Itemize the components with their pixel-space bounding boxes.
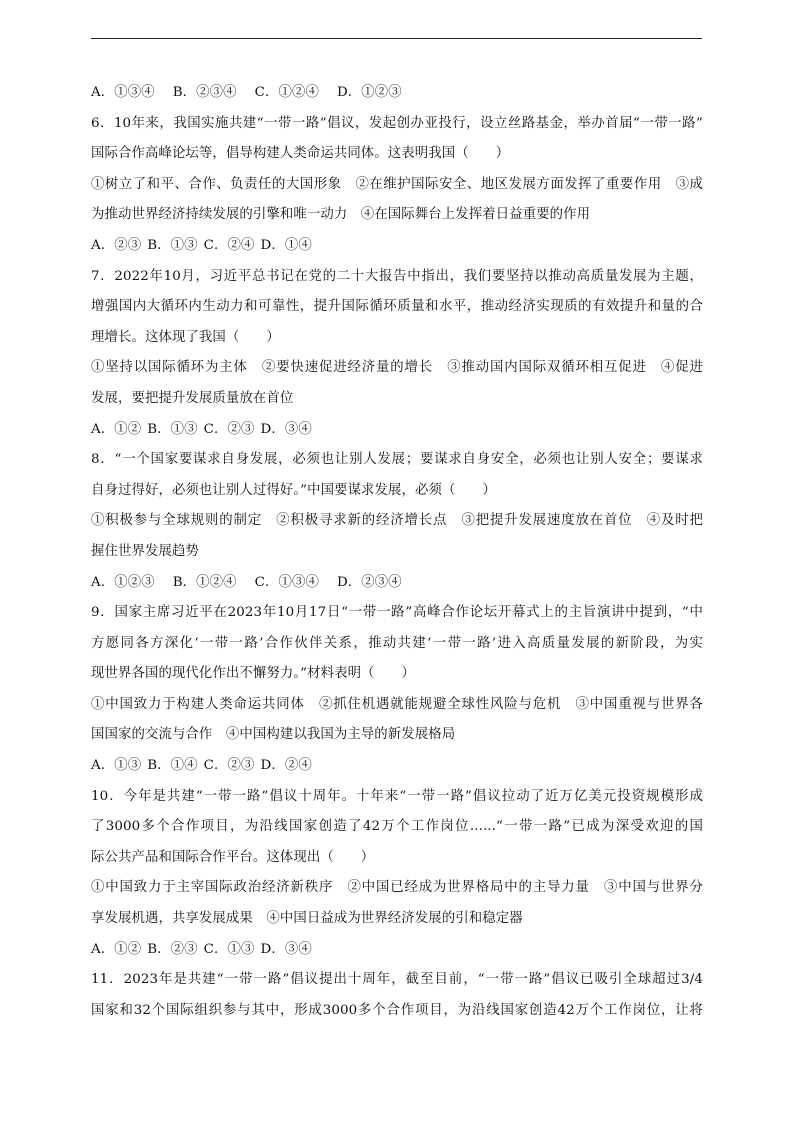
q9-stem-line-1: 9．国家主席习近平在2023年10月17日“一带一路”高峰合作论坛开幕式上的主旨演讲中提到，“中 xyxy=(91,605,703,621)
q6-options xyxy=(91,231,703,262)
q10-options xyxy=(91,935,703,966)
q6-stem-line-2: 国际合作高峰论坛等，倡导构建人类命运共同体。这表明我国（ ） xyxy=(91,146,510,162)
q8-options xyxy=(91,568,703,599)
q8-items-line-2: 握住世界发展趋势 xyxy=(91,543,199,559)
q11-stem-line-2: 国家和32个国际组织参与其中，形成3000多个合作项目，为沿线国家创造42万个工作岗位，让将 xyxy=(91,1002,703,1018)
q10-stem-line-3: 际公共产品和国际合作平台。这体现出（ ） xyxy=(91,849,375,865)
q7-stem-line-1: 7．2022年10月，习近平总书记在党的二十大报告中指出，我们要坚持以推动高质量发展为主题， xyxy=(91,268,703,284)
q6-option-b: B．①③ xyxy=(147,237,198,253)
q6-option-c: C．②④ xyxy=(203,237,255,253)
q6-option-d: D．①④ xyxy=(260,237,312,253)
q10-stem-line-1: 10．今年是共建“一带一路”倡议十周年。十年来“一带一路”倡议拉动了近万亿美元投资规模形成 xyxy=(91,788,703,804)
q7-option-c: C．②③ xyxy=(203,421,255,437)
q7-stem-line-2: 增强国内大循环内生动力和可靠性，提升国际循环质量和水平，推动经济实现质的有效提升和量的合 xyxy=(91,299,703,315)
header-rule xyxy=(91,38,702,39)
q7-items-line-1: ①坚持以国际循环为主体 ②要快速促进经济量的增长 ③推动国内国际双循环相互促进 ④促进 xyxy=(91,360,703,376)
q10-option-b: B．②③ xyxy=(147,941,198,957)
q7-options xyxy=(91,415,703,446)
q9-option-d: D．②④ xyxy=(260,758,312,774)
q5-option-d: D．①②③ xyxy=(336,85,402,100)
q7-option-a: A．①② xyxy=(91,421,142,437)
exam-page xyxy=(91,78,703,1026)
q7-items-line-2: 发展，要把提升发展质量放在首位 xyxy=(91,390,294,406)
q7-stem-line-3: 理增长。这体现了我国（ ） xyxy=(91,329,280,345)
q6-items-line-1: ①树立了和平、合作、负责任的大国形象 ②在维护国际安全、地区发展方面发挥了重要作用 ③成 xyxy=(91,176,703,192)
q5-option-a: A．①③④ xyxy=(91,85,155,100)
q9-options xyxy=(91,751,703,782)
q8-stem-line-1: 8．“一个国家要谋求自身发展，必须也让别人发展；要谋求自身安全，必须也让别人安全；要谋求 xyxy=(91,452,703,468)
q5-option-b: B．②③④ xyxy=(172,85,237,100)
q10-option-d: D．③④ xyxy=(260,941,312,957)
q8-option-c: C．①③④ xyxy=(254,574,319,590)
q8-items-line-1: ①积极参与全球规则的制定 ②积极寻求新的经济增长点 ③把提升发展速度放在首位 ④及时把 xyxy=(91,513,703,529)
q9-items-line-2: 国国家的交流与合作 ④中国构建以我国为主导的新发展格局 xyxy=(91,727,456,743)
q10-option-c: C．①③ xyxy=(203,941,255,957)
q7-option-b: B．①③ xyxy=(147,421,198,437)
q9-option-c: C．②③ xyxy=(203,758,255,774)
q9-option-a: A．①③ xyxy=(91,758,142,774)
q9-option-b: B．①④ xyxy=(147,758,198,774)
q10-stem-line-2: 了3000多个合作项目，为沿线国家创造了42万个工作岗位......“一带一路”已成为深受欢迎的国 xyxy=(91,819,703,835)
q5-option-c: C．①②④ xyxy=(254,85,319,100)
q6-stem-line-1: 6．10年来，我国实施共建“一带一路”倡议，发起创办亚投行，设立丝路基金，举办首届“一带一路” xyxy=(91,115,703,131)
q10-items-line-2: 享发展机遇，共享发展成果 ④中国日益成为世界经济发展的引和稳定器 xyxy=(91,911,523,927)
q10-option-a: A．①② xyxy=(91,941,142,957)
q8-option-a: A．①②③ xyxy=(91,574,155,590)
q11-stem-line-1: 11．2023年是共建“一带一路”倡议提出十周年，截至目前，“一带一路”倡议已吸引全球超过3/4 xyxy=(91,972,703,988)
q8-option-d: D．②③④ xyxy=(336,574,402,590)
q10-items-line-1: ①中国致力于主宰国际政治经济新秩序 ②中国已经成为世界格局中的主导力量 ③中国与世界分 xyxy=(91,880,703,896)
q9-items-line-1: ①中国致力于构建人类命运共同体 ②抓住机遇就能规避全球性风险与危机 ③中国重视与世界各 xyxy=(91,696,703,712)
q7-option-d: D．③④ xyxy=(260,421,312,437)
q6-items-line-2: 为推动世界经济持续发展的引擎和唯一动力 ④在国际舞台上发挥着日益重要的作用 xyxy=(91,207,591,223)
q9-stem-line-2: 方愿同各方深化‘一带一路’合作伙伴关系，推动共建‘一带一路’进入高质量发展的新阶段，为实 xyxy=(91,635,703,651)
q8-stem-line-2: 自身过得好，必须也让别人过得好。”中国要谋求发展，必须（ ） xyxy=(91,482,496,498)
q9-stem-line-3: 现世界各国的现代化作出不懈努力。”材料表明（ ） xyxy=(91,666,416,682)
q8-option-b: B．①②④ xyxy=(172,574,237,590)
q6-option-a: A．②③ xyxy=(91,237,142,253)
q5-options xyxy=(91,78,703,109)
